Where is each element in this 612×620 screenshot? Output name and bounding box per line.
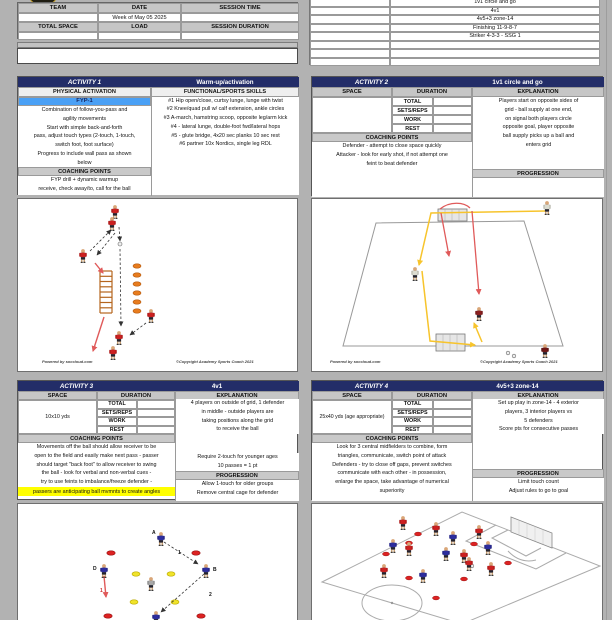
duration-rest-value [137, 426, 175, 435]
session-duration-label: SESSION DURATION [181, 22, 299, 32]
duration-setsreps-label: SETS/REPS [97, 409, 137, 418]
team-value [18, 13, 98, 22]
load-label: LOAD [98, 22, 181, 32]
players [100, 532, 209, 620]
players-defending [389, 531, 491, 583]
activity4-explanation-text: Set up play in zone-14 - 4 exterior players, 3 interior players vs 5 defenders Score pts for consecutive passes [473, 399, 604, 434]
activity1-column-divider [151, 87, 152, 196]
session-duration-value [181, 32, 299, 40]
list-item: 4v1 [390, 7, 600, 16]
list-item [390, 41, 600, 50]
activity3-divider-explanation [175, 391, 176, 501]
player-d-label: D [93, 566, 97, 572]
activity4-title: 4v5+3 zone-14 [431, 381, 604, 391]
copyright-watermark: ©Copyright Academy Sports Coach 2021 [480, 359, 558, 364]
duration-total-value [433, 400, 472, 409]
activity4-space-value: 25x40 yds (age appropriate) [312, 400, 392, 434]
duration-rest-value [433, 426, 472, 435]
activity4-explanation-header: EXPLANATION [472, 391, 604, 400]
activity1-left-header: PHYSICAL ACTIVATION [18, 87, 151, 97]
activity1-title: Warm-up/activation [151, 77, 299, 87]
4v1-figure [18, 504, 298, 620]
activity4-coaching-text: Look for 3 central midfielders to combine, form triangles, communicate, switch point of attack Defenders - try to close off gaps, prevent switches communicate with each other - in possession, enlarge the space, take advantage of numerical superiority [312, 443, 472, 501]
grid-outline [343, 221, 563, 346]
list-item: Striker 4-3-3 - SSG 1 [390, 32, 600, 41]
list-num-cell [310, 58, 390, 67]
inner-cones-yellow [130, 572, 179, 604]
player-b-label: B [213, 567, 217, 573]
activity3-progression-text: Allow 1-touch for older groups Remove central cage for defender [176, 480, 299, 501]
powered-by-watermark: Powered by soccloud.com [42, 359, 93, 364]
activity4-duration-header: DURATION [392, 391, 472, 400]
list-item [390, 58, 600, 67]
session-time-value [181, 13, 299, 22]
list-item: 1v1 circle and go [390, 0, 600, 7]
activity4-table [311, 380, 603, 500]
activity4-number: ACTIVITY 4 [312, 381, 431, 391]
activity1-diagram [17, 198, 298, 372]
activity2-space-value [312, 97, 392, 133]
total-space-label: TOTAL SPACE [18, 22, 98, 32]
activity1-right-header: FUNCTIONAL/SPORTS SKILLS [151, 87, 299, 97]
session-time-label: SESSION TIME [181, 3, 299, 13]
list-num-cell [310, 15, 390, 24]
notes-box [17, 48, 298, 64]
cone-row-icon [133, 264, 141, 313]
activity2-diagram [311, 198, 603, 372]
activity1-right-text: #1 Hip open/close, curtsy lunge, lunge with twist #2 Knee/quad pull w/ calf extension, ankle circles #3 A-march, hamstring scoop, opposite leg/arm kick #4 - lateral lunge, double-foot fwd/lateral hops #5 - glute bridge, 4x20 sec planks 10 sec rest #6 partner 10x Nordics, single leg RDL [152, 97, 299, 196]
activity1-left-text: Combination of follow-you-pass and agility movements Start with simple back-and-forth pass, adjust touch types (2-touch, 1-touch, switch foot, foot surface) Progress to include wall pass as shown below [18, 106, 151, 167]
list-num-cell [310, 7, 390, 16]
activity3-coaching-highlight: passers are anticipating ball mvmnts to create angles [18, 487, 175, 496]
activity3-coaching-text: Movements off the ball should allow receiver to be open to the field and easily make next pass - passer should target "back foot" to allow receiver to swing the ball - look for verbal and non-verbal cues - try to use feints to imbalance/freeze defender - [18, 443, 175, 487]
activity2-space-header: SPACE [312, 87, 392, 97]
activity3-space-header: SPACE [18, 391, 97, 400]
page-edge-line [606, 0, 607, 620]
duration-rest-label: REST [392, 124, 433, 133]
ball-supply-icons [506, 351, 516, 358]
ball-icon [118, 242, 122, 246]
duration-rest-label: REST [392, 426, 433, 435]
activity2-table [311, 76, 603, 196]
pass1-label: 1 [178, 550, 181, 556]
duration-setsreps-value [137, 409, 175, 418]
activity1-number: ACTIVITY 1 [18, 77, 151, 87]
activity3-explanation-extra: Require 2-touch for younger ages 10 passes = 1 pt [176, 453, 299, 471]
duration-work-value [137, 417, 175, 426]
duration-work-label: WORK [97, 417, 137, 426]
activity3-diagram [17, 503, 298, 620]
players-attacking [380, 516, 494, 578]
activity3-title: 4v1 [135, 381, 299, 391]
players-red [79, 205, 154, 360]
activity2-coaching-points-header: COACHING POINTS [312, 133, 472, 142]
session-activity-list [309, 0, 599, 65]
run-arrow [104, 576, 106, 597]
activity4-diagram [311, 503, 603, 620]
duration-total-value [137, 400, 175, 409]
pass2-label: 2 [209, 592, 212, 598]
duration-total-label: TOTAL [392, 97, 433, 106]
1v1-circle-figure [312, 199, 603, 372]
duration-work-value [433, 417, 472, 426]
duration-setsreps-value [433, 106, 472, 115]
warmup-drill-figure [18, 199, 298, 372]
activity4-progression-text: Limit touch count Adjust rules to go to goal [473, 478, 604, 501]
duration-total-label: TOTAL [97, 400, 137, 409]
activity2-progression-text [473, 178, 604, 197]
pitch-lines [322, 512, 600, 620]
agility-ladder-icon [100, 271, 112, 313]
activity3-progression-header: PROGRESSION [175, 471, 299, 480]
activity3-coaching-points-header: COACHING POINTS [18, 434, 175, 443]
duration-total-label: TOTAL [392, 400, 433, 409]
duration-rest-value [433, 124, 472, 133]
duration-setsreps-label: SETS/REPS [392, 409, 433, 418]
activity2-explanation-header: EXPLANATION [472, 87, 604, 97]
activity1-table [17, 76, 298, 195]
date-label: DATE [98, 3, 181, 13]
list-item: Finishing 11-9-8-7 [390, 24, 600, 33]
list-item [390, 49, 600, 58]
duration-setsreps-value [433, 409, 472, 418]
activity3-explanation-header: EXPLANATION [175, 391, 299, 400]
team-label: TEAM [18, 3, 98, 13]
activity2-title: 1v1 circle and go [431, 77, 604, 87]
activity4-progression-header: PROGRESSION [472, 469, 604, 478]
run1-label: 1 [100, 588, 103, 594]
activity3-number: ACTIVITY 3 [18, 381, 135, 391]
center-spot [391, 602, 393, 604]
duration-setsreps-label: SETS/REPS [392, 106, 433, 115]
activity1-coaching-text: FYP drill + dynamic warmup receive, check away/to, call for the ball [18, 176, 151, 195]
activity4-divider-explanation [472, 391, 473, 501]
activity4-coaching-points-header: COACHING POINTS [312, 434, 472, 443]
powered-by-watermark: Powered by soccloud.com [330, 359, 381, 364]
duration-work-value [433, 115, 472, 124]
total-space-value [18, 32, 98, 40]
activity2-divider-explanation [472, 87, 473, 197]
activity2-progression-header: PROGRESSION [472, 169, 604, 178]
list-item: 4v5+3 zone-14 [390, 15, 600, 24]
copyright-watermark: ©Copyright Academy Sports Coach 2021 [176, 359, 254, 364]
player-a-label: A [152, 530, 156, 536]
duration-work-label: WORK [392, 115, 433, 124]
activity3-duration-header: DURATION [97, 391, 175, 400]
activity4-space-header: SPACE [312, 391, 392, 400]
activity2-coaching-text: Defender - attempt to close space quickly Attacker - look for early shot, if not attempt one feint to beat defender [312, 142, 472, 197]
duration-work-label: WORK [392, 417, 433, 426]
list-num-cell [310, 49, 390, 58]
activity2-explanation-text: Players start on opposite sides of grid - ball supply at one end, on signal both players circle opposite goal, player opposite ball supply picks up a ball and enters grid [473, 97, 604, 169]
meta-table [17, 2, 298, 39]
activity2-duration-header: DURATION [392, 87, 472, 97]
list-num-cell [310, 32, 390, 41]
duration-total-value [433, 97, 472, 106]
duration-rest-label: REST [97, 426, 137, 435]
activity1-fyp-tag: FYP-1 [18, 97, 151, 107]
diagram-labels [93, 530, 217, 598]
activity1-coaching-points-header: COACHING POINTS [18, 167, 151, 176]
activity3-explanation-text: 4 players on outside of grid, 1 defender in middle - outside players are taking positions along the grid to receive the ball [176, 399, 299, 434]
activity3-space-value: 10x10 yds [18, 400, 97, 434]
load-value [98, 32, 181, 40]
activity2-number: ACTIVITY 2 [312, 77, 431, 87]
date-value: Week of May 05 2025 [98, 13, 181, 22]
list-num-cell [310, 24, 390, 33]
goal-icon [511, 517, 552, 548]
list-num-cell [310, 41, 390, 50]
zone14-figure [312, 504, 603, 620]
activity3-table [17, 380, 298, 500]
